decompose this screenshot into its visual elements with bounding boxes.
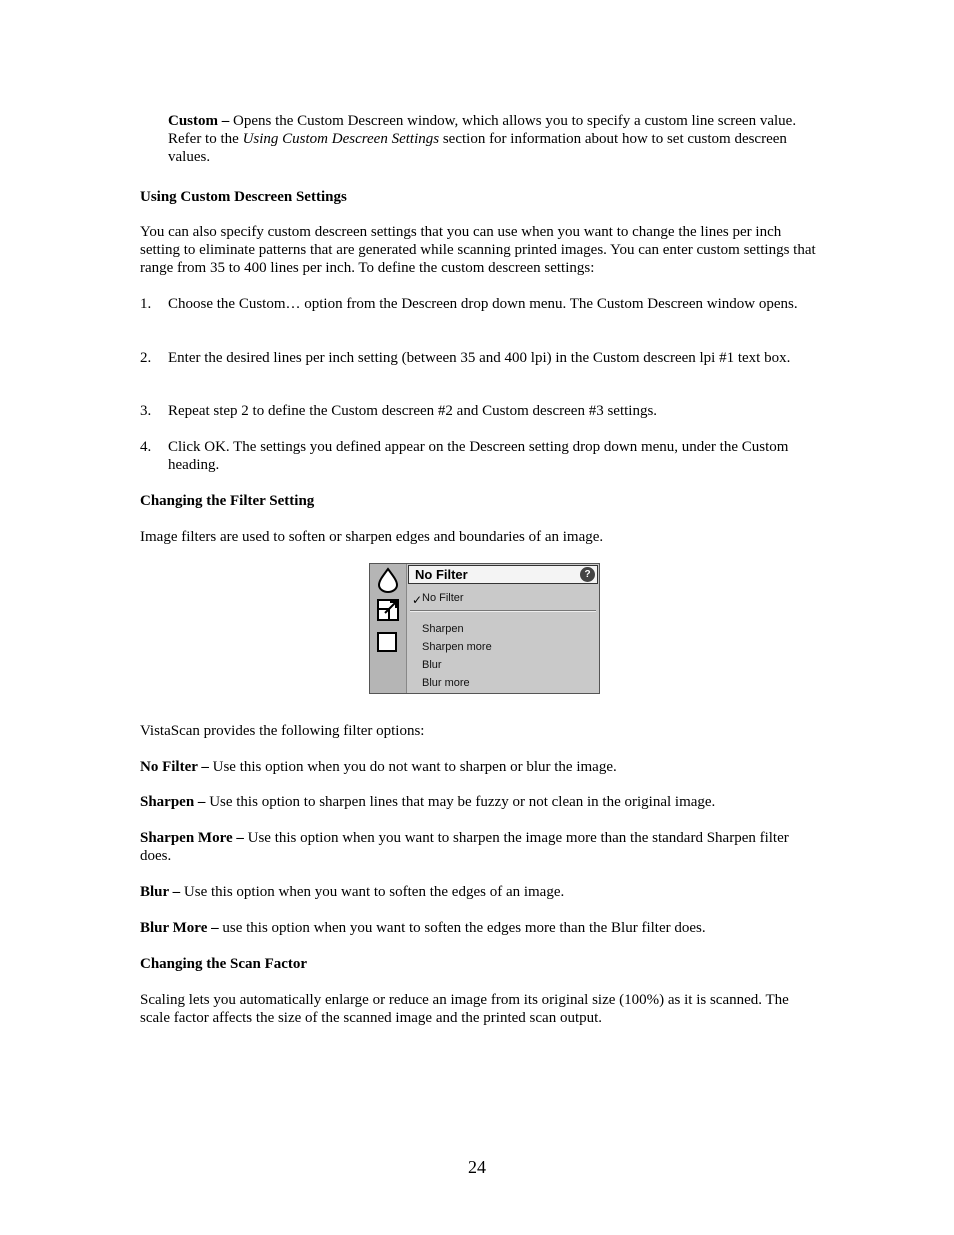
step-1-number: 1. <box>140 296 152 312</box>
option-blur-more <box>140 919 820 937</box>
option-sharpen-more-text: Use this option when you want to sharpen the image more than the standard Sharpen filter does. <box>140 830 789 864</box>
custom-option-paragraph <box>168 112 818 166</box>
step-4 <box>140 438 818 474</box>
option-blur <box>140 883 820 901</box>
filter-intro-paragraph: Image filters are used to soften or sharpen edges and boundaries of an image. <box>140 529 604 545</box>
custom-text-b: section for information about how to set custom descreen values. <box>168 131 787 165</box>
resize-icon <box>376 598 400 622</box>
option-no-filter-text: Use this option when you do not want to sharpen or blur the image. <box>208 759 617 775</box>
tool-strip <box>370 564 407 693</box>
option-blur-more-text: use this option when you want to soften the edges more than the Blur filter does. <box>218 920 706 936</box>
option-sharpen-term: Sharpen – <box>140 794 206 810</box>
step-3 <box>140 402 828 420</box>
custom-text-a: Opens the Custom Descreen window, which allows you to specify a custom line screen value. Refer to the <box>168 113 797 147</box>
page-number: 24 <box>468 1157 486 1177</box>
step-2-text: Enter the desired lines per inch setting (between 35 and 400 lpi) in the Custom descreen lpi #1 text box. <box>168 350 791 366</box>
step-3-text: Repeat step 2 to define the Custom descreen #2 and Custom descreen #3 settings. <box>168 403 658 419</box>
step-3-number: 3. <box>140 403 152 419</box>
square-icon <box>376 631 400 653</box>
option-blur-more-term: Blur More – <box>140 920 219 936</box>
filter-dropdown-title: No Filter <box>415 567 468 582</box>
menu-item-blur-more[interactable]: Blur more <box>422 677 470 689</box>
heading-scan-factor: Changing the Scan Factor <box>140 956 308 972</box>
menu-item-sharpen-more[interactable]: Sharpen more <box>422 641 492 653</box>
heading-filter-setting: Changing the Filter Setting <box>140 493 315 509</box>
menu-separator <box>410 610 596 612</box>
option-blur-term: Blur – <box>140 884 181 900</box>
option-sharpen-more-term: Sharpen More – <box>140 830 244 846</box>
droplet-icon <box>376 567 400 593</box>
step-1 <box>140 295 818 313</box>
scan-factor-paragraph: Scaling lets you automatically enlarge or reduce an image from its original size (100%) as it is scanned. The scale factor affects the size of the scanned image and the printed scan output. <box>140 992 789 1026</box>
step-4-text: Click OK. The settings you defined appear on the Descreen setting drop down menu, under the Custom heading. <box>168 439 789 473</box>
filter-menu-screenshot <box>369 563 600 694</box>
custom-section-reference: Using Custom Descreen Settings <box>242 131 440 147</box>
menu-item-blur[interactable]: Blur <box>422 659 442 671</box>
custom-term: Custom – <box>168 113 230 129</box>
option-no-filter-term: No Filter – <box>140 759 209 775</box>
option-blur-text: Use this option when you want to soften the edges of an image. <box>180 884 565 900</box>
filter-options-intro: VistaScan provides the following filter options: <box>140 723 425 739</box>
step-4-number: 4. <box>140 439 152 455</box>
option-no-filter <box>140 758 820 776</box>
filter-dropdown[interactable] <box>408 565 598 584</box>
checkmark-icon: ✓ <box>412 593 423 607</box>
help-icon[interactable]: ? <box>580 567 595 582</box>
option-sharpen-text: Use this option to sharpen lines that may be fuzzy or not clean in the original image. <box>205 794 716 810</box>
step-2 <box>140 349 828 367</box>
menu-item-sharpen[interactable]: Sharpen <box>422 623 464 635</box>
option-sharpen <box>140 793 820 811</box>
menu-item-no-filter[interactable]: No Filter <box>422 592 464 604</box>
step-1-text: Choose the Custom… option from the Descreen drop down menu. The Custom Descreen window opens. <box>168 296 798 312</box>
heading-custom-descreen: Using Custom Descreen Settings <box>140 189 347 205</box>
step-2-number: 2. <box>140 350 152 366</box>
custom-intro-paragraph: You can also specify custom descreen settings that you can use when you want to change the lines per inch setting to eliminate patterns that are generated while scanning printed images. You can enter custom settings that range from 35 to 400 lines per inch. To define the custom descreen settings: <box>140 224 816 276</box>
option-sharpen-more <box>140 829 800 865</box>
